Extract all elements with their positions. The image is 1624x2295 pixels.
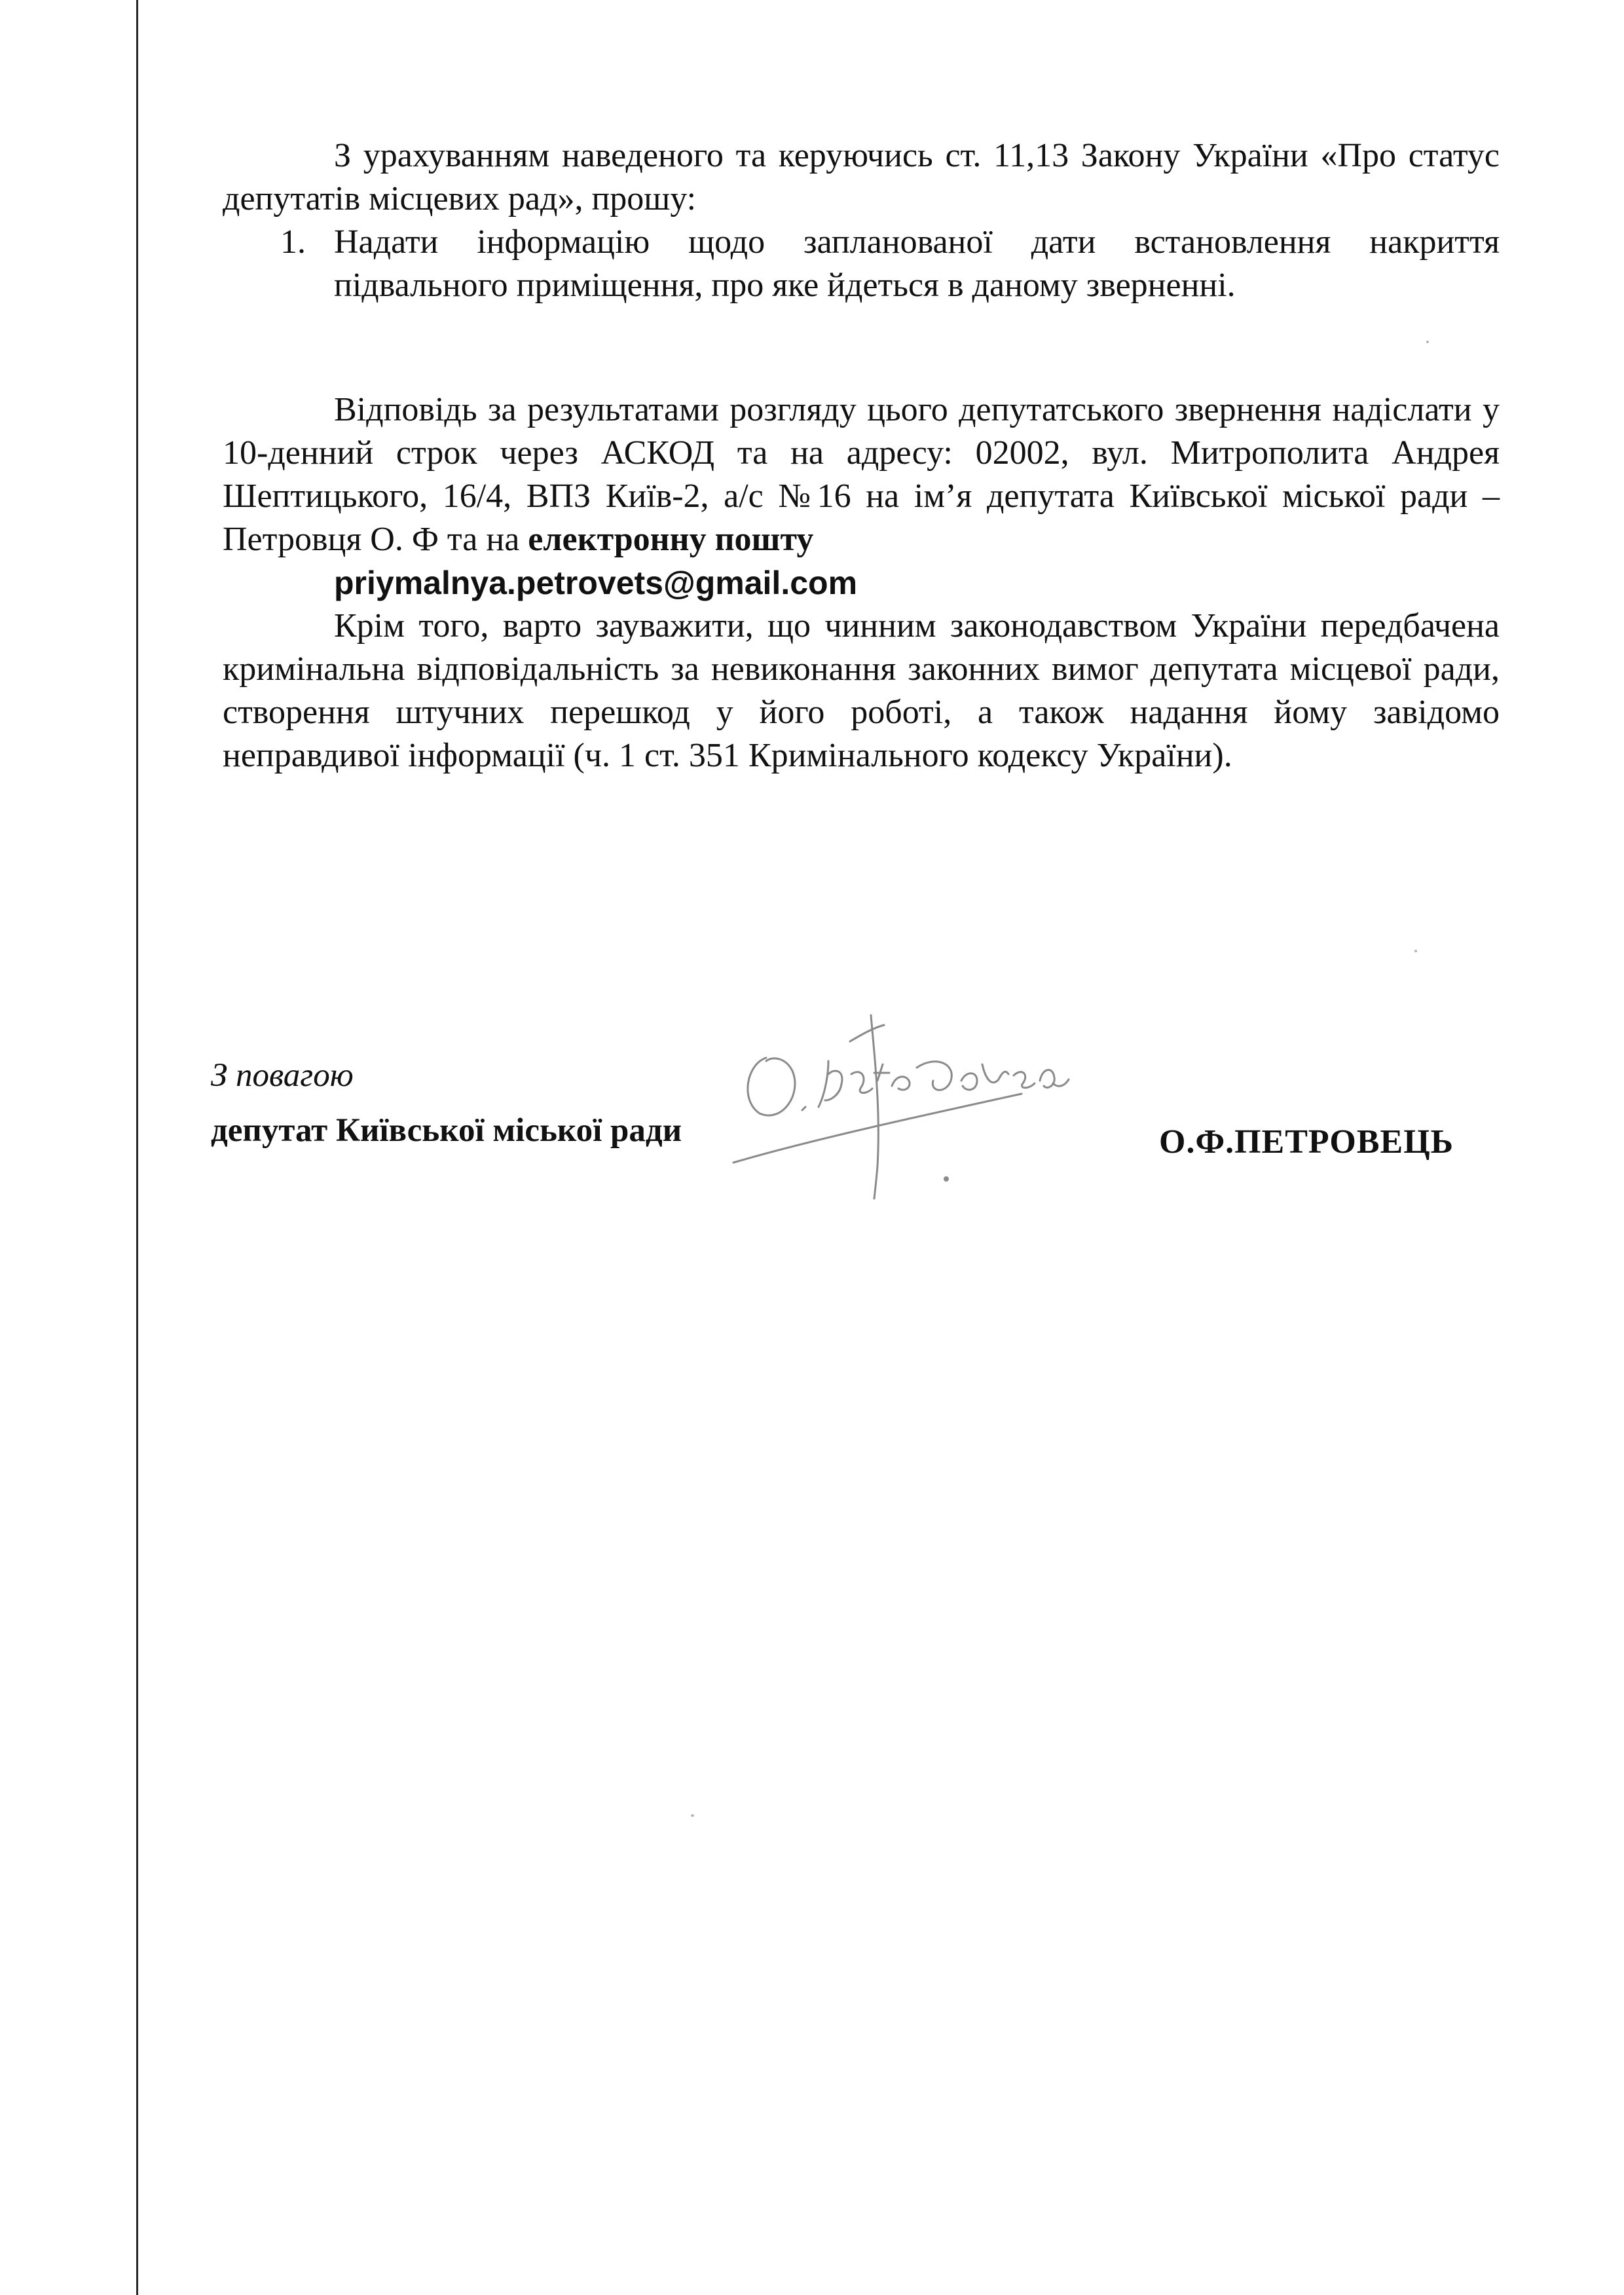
scan-page-edge	[136, 0, 138, 2295]
list-item-number: 1.	[280, 223, 306, 261]
list-item	[223, 221, 1500, 307]
scan-speck	[1414, 950, 1417, 952]
scan-speck	[691, 1814, 694, 1817]
letter-body	[223, 134, 1500, 777]
list-item-text: Надати інформацію щодо запланованої дати встановлення накриття підвального приміщення, про яке йдеться в даному зверненні.	[334, 223, 1500, 304]
email-label: електронну пошту	[528, 521, 814, 558]
signer-name: О.Ф.ПЕТРОВЕЦЬ	[1159, 1123, 1454, 1161]
response-text: Відповідь за результатами розгляду цього депутатського звернення надіслати у 10-денний строк через АСКОД та на адресу: 02002, вул. Митрополита Андрея Шептицького, 16/4, ВПЗ Київ-2, а/с №16 на ім’я депутата Київської міської ради – Петровця О. Ф та на	[223, 391, 1500, 558]
handwritten-signature	[720, 1002, 1087, 1218]
signature-block	[211, 1048, 682, 1158]
request-list	[223, 221, 1500, 307]
email-address: priymalnya.petrovets@gmail.com	[334, 565, 858, 601]
response-paragraph	[223, 388, 1500, 605]
closing-phrase: З повагою	[211, 1057, 354, 1094]
signer-position: депутат Київської міської ради	[211, 1112, 682, 1149]
request-intro-paragraph: З урахуванням наведеного та керуючись ст. 11,13 Закону України «Про статус депутатів місцевих рад», прошу:	[223, 137, 1500, 217]
liability-paragraph: Крім того, варто зауважити, що чинним законодавством України передбачена кримінальна відповідальність за невиконання законних вимог депутата місцевої ради, створення штучних перешкод у його роботі, а також надання йому завідомо неправдивої інформації (ч. 1 ст. 351 Кримінального кодексу України).	[223, 607, 1500, 774]
